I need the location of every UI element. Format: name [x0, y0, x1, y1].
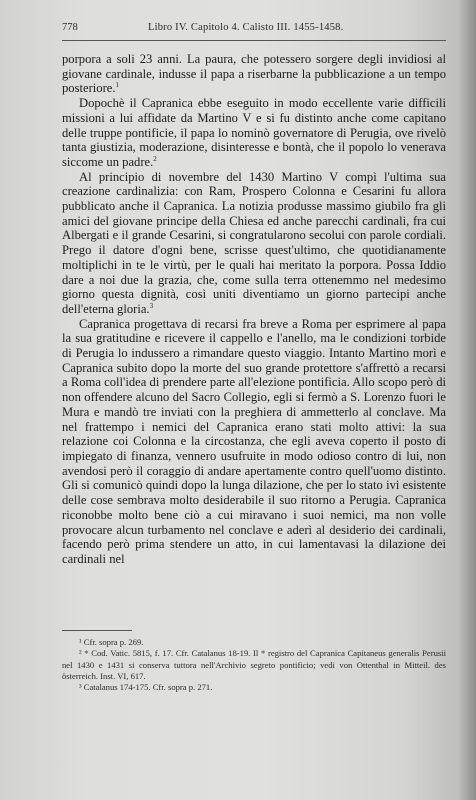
- body-text: [62, 52, 446, 567]
- paragraph-1: [62, 52, 446, 96]
- paragraph-2-text: Dopochè il Capranica ebbe eseguito in modo eccellente varie difficili missioni a lui affidate da Martino V e si fu distinto anche come capitano delle truppe pontificie, il papa lo nominò governatore di Perugia, ove rivelò tanta giustizia, moderazione, disinteresse e bontà, che il popolo lo venerava siccome un padre.: [62, 96, 446, 169]
- page-header: [62, 22, 442, 38]
- footnote-2: ² * Cod. Vatic. 5815, f. 17. Cfr. Catalanus 18-19. Il * registro del Capranica Capitaneus generalis Perusii nel 1430 e 1431 si conserva tuttora nell'Archivio segreto pontificio; vedi von Ottenthal in Mitteil. des österreich. Inst. VI, 617.: [62, 648, 446, 681]
- footnote-ref-1: 1: [115, 81, 120, 90]
- paragraph-4-text: Capranica progettava di recarsi fra breve a Roma per esprimere al papa la sua gratitudine e ricevere il cappello e l'anello, ma le condizioni torbide di Perugia lo indussero a rimandare questo viaggio. Intanto Martino morì e Capranica subito dopo la morte del suo grande protettore s'affrettò a recarsi a Roma coll'idea di prendere parte all'elezione pontificia. Allo scopo però di non offendere alcuno del Sacro Collegio, egli si fermò a S. Lorenzo fuori le Mura e mandò tre inviati con la preghiera di ammetterlo al conclave. Ma nel frattempo i nemici del Capranica erano stati molto attivi: la sua relazione coi Colonna e la circostanza, che egli aveva coperto il posto di impiegato di finanza, vennero usufruite in modo odioso contro di lui, non avendosi però il coraggio di andare apertamente contro quell'uomo distinto. Gli si comunicò quindi dopo la lunga dilazione, che per lo stato ivi esistente delle cose sembrava molto desiderabile il suo ritorno a Perugia. Capranica riconobbe molto bene ciò a cui miravano i suoi nemici, ma non volle provocare alcun turbamento nel conclave e aderì al desiderio dei cardinali, facendo però prima stendere un atto, in cui lamentavasi la dilazione dei cardinali nel: [62, 316, 446, 566]
- header-rule: [62, 40, 446, 41]
- running-title: Libro IV. Capitolo 4. Calisto III. 1455-1458.: [148, 22, 344, 33]
- footnote-3: ³ Catalanus 174-175. Cfr. sopra p. 271.: [79, 682, 213, 693]
- footnote-rule: [62, 630, 132, 631]
- page-number: 778: [62, 22, 78, 33]
- paragraph-3: [62, 170, 446, 317]
- paragraph-2: [62, 96, 446, 170]
- paragraph-3-text: Al principio di novembre del 1430 Martino V compì l'ultima sua creazione cardinalizia: con Ram, Prospero Colonna e Cesarini fu allora pubblicato anche il Capranica. La notizia produsse massimo giubilo fra gli amici del giovane principe della Chiesa ed anche parecchi cardinali, fra cui Albergati e il grande Cesarini, si congratularono secolui con parole cordiali. Prego il datore d'ogni bene, scrisse quest'ultimo, che quotidianamente moltiplichi in te le virtù, per le quali hai meritato la porpora. Possa Iddio dare a noi due la grazia, che, come sulla terra ottenemmo nel medesimo giorno questa dignità, così uniti diventiamo un giorno partecipi anche dell'eterna gloria.: [62, 169, 446, 316]
- footnote-ref-2: 2: [153, 154, 157, 163]
- footnote-ref-3: 3: [149, 301, 154, 310]
- paragraph-1-text: porpora a soli 23 anni. La paura, che potessero sorgere degli invidiosi al giovane cardinale, indusse il papa a riserbarne la pubblicazione a un tempo posteriore.: [62, 52, 446, 96]
- paragraph-4: [62, 317, 446, 567]
- spine-shadow: [458, 0, 476, 800]
- footnotes: [62, 637, 446, 693]
- footnote-1: ¹ Cfr. sopra p. 269.: [79, 637, 144, 647]
